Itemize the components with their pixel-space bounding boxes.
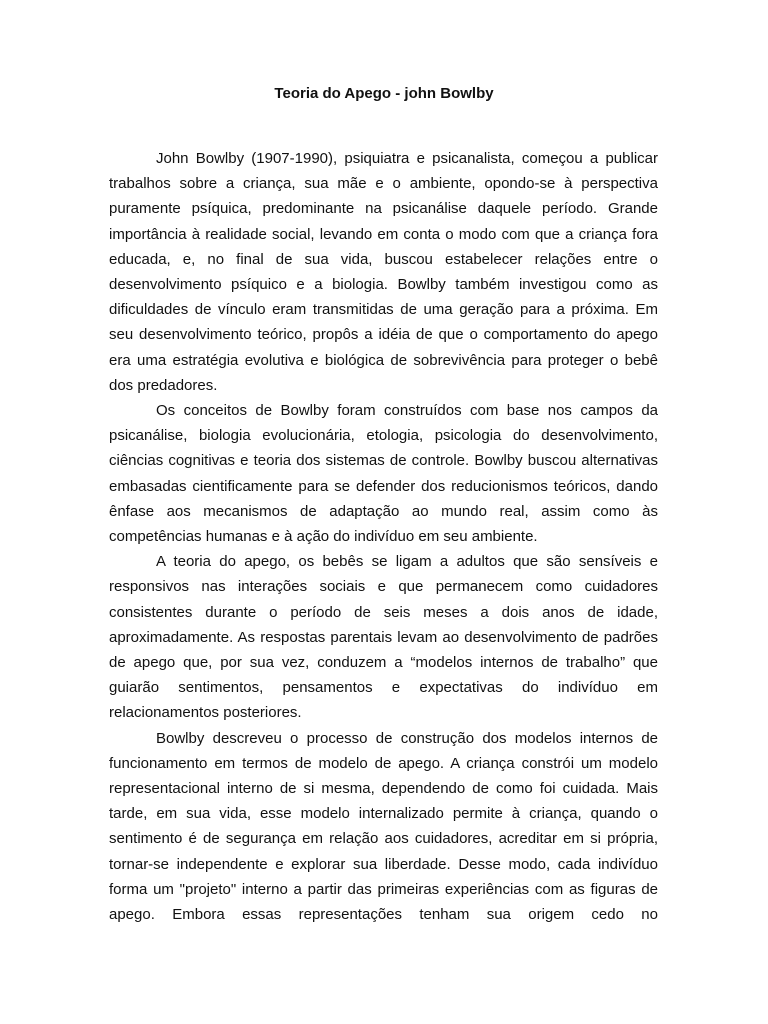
paragraph-1: John Bowlby (1907-1990), psiquiatra e psicanalista, começou a publicar trabalhos sobre a criança, sua mãe e o ambiente, opondo-se à perspectiva puramente psíquica, predominante na psicanálise daquele período. Grande importância à realidade social, levando em conta o modo com que a criança fora educada, e, no final de sua vida, buscou estabelecer relações entre o desenvolvimento psíquico e a biologia. Bowlby também investigou como as dificuldades de vínculo eram transmitidas de uma geração para a próxima. Em seu desenvolvimento teórico, propôs a idéia de que o comportamento do apego era uma estratégia evolutiva e biológica de sobrevivência para proteger o bebê dos predadores. — [109, 150, 658, 394]
document-body — [109, 146, 658, 927]
document-title: Teoria do Apego - john Bowlby — [274, 85, 494, 102]
paragraph-2: Os conceitos de Bowlby foram construídos com base nos campos da psicanálise, biologia evolucionária, etologia, psicologia do desenvolvimento, ciências cognitivas e teoria dos sistemas de controle. Bowlby buscou alternativas embasadas cientificamente para se defender dos reducionismos teóricos, dando ênfase aos mecanismos de adaptação ao mundo real, assim como às competências humanas e à ação do indivíduo em seu ambiente. — [109, 402, 658, 546]
paragraph-3: A teoria do apego, os bebês se ligam a adultos que são sensíveis e responsivos nas interações sociais e que permanecem como cuidadores consistentes durante o período de seis meses a dois anos de idade, aproximadamente. As respostas parentais levam ao desenvolvimento de padrões de apego que, por sua vez, conduzem a “modelos internos de trabalho” que guiarão sentimentos, pensamentos e expectativas do indivíduo em relacionamentos posteriores. — [109, 553, 658, 722]
paragraph-4: Bowlby descreveu o processo de construção dos modelos internos de funcionamento em termos de modelo de apego. A criança constrói um modelo representacional interno de si mesma, dependendo de como foi cuidada. Mais tarde, em sua vida, esse modelo internalizado permite à criança, quando o sentimento é de segurança em relação aos cuidadores, acreditar em si própria, tornar-se independente e explorar sua liberdade. Desse modo, cada indivíduo forma um "projeto" interno a partir das primeiras experiências com as figuras de apego. Embora essas representações tenham sua origem cedo no — [109, 729, 658, 924]
